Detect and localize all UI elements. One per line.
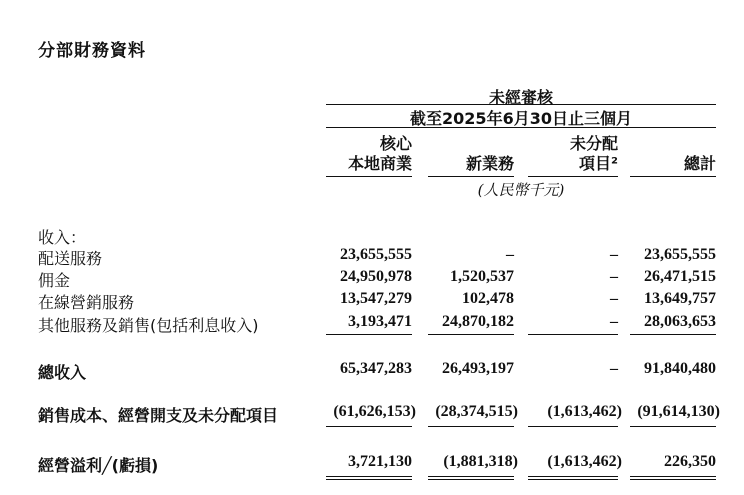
cell: 23,655,555 — [340, 246, 412, 263]
cell: 3,193,471 — [348, 313, 412, 330]
double-rule-3 — [528, 476, 618, 480]
col-rule-4 — [630, 176, 716, 177]
col-head-line1: 未分配 — [569, 134, 618, 153]
costs-rule-3 — [528, 426, 618, 427]
cell: – — [506, 246, 514, 263]
cell: 23,655,555 — [644, 246, 716, 263]
row-label-commission: 佣金 — [38, 271, 71, 290]
costs-rule-2 — [428, 426, 514, 427]
double-rule-2 — [428, 476, 514, 480]
col-head-unallocated — [528, 134, 618, 174]
row-label-delivery: 配送服務 — [38, 249, 103, 268]
subtotal-rule-3 — [528, 334, 618, 335]
header-rule — [326, 104, 716, 105]
col-head-total — [630, 134, 716, 174]
cell: (28,374,515) — [435, 403, 518, 420]
col-rule-3 — [528, 176, 618, 177]
unit-label: (人民幣千元) — [477, 181, 565, 199]
row-label-operating-profit: 經營溢利╱(虧損) — [38, 456, 159, 475]
cell: 102,478 — [462, 290, 514, 307]
cell: 24,950,978 — [340, 268, 412, 285]
row-label-other-services: 其他服務及銷售(包括利息收入) — [38, 316, 259, 335]
cell: (1,881,318) — [443, 453, 518, 470]
cell: 226,350 — [664, 453, 716, 470]
row-label-total-revenue: 總收入 — [38, 363, 87, 382]
cell: 3,721,130 — [348, 453, 412, 470]
col-head-core-local — [326, 134, 412, 174]
header-unaudited: 未經審核 — [488, 88, 553, 107]
cell: (1,613,462) — [547, 403, 622, 420]
costs-rule-1 — [326, 426, 412, 427]
cell: – — [610, 313, 618, 330]
col-head-line1: 核心 — [379, 134, 412, 153]
cell: 24,870,182 — [442, 313, 514, 330]
row-label-online-marketing: 在線營銷服務 — [38, 293, 135, 312]
cell: (91,614,130) — [637, 403, 720, 420]
col-head-line2: 項目² — [578, 154, 618, 173]
cell: – — [610, 360, 618, 377]
col-head-new-initiatives — [428, 134, 514, 174]
cell: 13,649,757 — [644, 290, 716, 307]
col-head-line2: 總計 — [683, 154, 716, 173]
header-rule-2 — [326, 127, 716, 128]
cell: 91,840,480 — [644, 360, 716, 377]
cell: 26,493,197 — [442, 360, 514, 377]
double-rule-1 — [326, 476, 412, 480]
cell: – — [610, 290, 618, 307]
header-period: 截至2025年6月30日止三個月 — [410, 109, 632, 128]
subtotal-rule-2 — [428, 334, 514, 335]
row-label-costs: 銷售成本、經營開支及未分配項目 — [38, 406, 279, 425]
double-rule-4 — [630, 476, 716, 480]
revenue-heading: 收入： — [38, 228, 87, 247]
col-head-line2: 新業務 — [465, 154, 514, 173]
cell: 65,347,283 — [340, 360, 412, 377]
cell: 26,471,515 — [644, 268, 716, 285]
col-head-line1 — [630, 134, 716, 154]
cell: (1,613,462) — [547, 453, 622, 470]
costs-rule-4 — [630, 426, 716, 427]
cell: 1,520,537 — [450, 268, 514, 285]
subtotal-rule-4 — [630, 334, 716, 335]
col-head-line2: 本地商業 — [347, 154, 412, 173]
cell: 13,547,279 — [340, 290, 412, 307]
cell: (61,626,153) — [333, 403, 416, 420]
cell: – — [610, 246, 618, 263]
col-rule-2 — [428, 176, 514, 177]
col-head-line1 — [428, 134, 514, 154]
subtotal-rule-1 — [326, 334, 412, 335]
page-title: 分部財務資料 — [38, 41, 146, 61]
cell: 28,063,653 — [644, 313, 716, 330]
cell: – — [610, 268, 618, 285]
col-rule-1 — [326, 176, 412, 177]
